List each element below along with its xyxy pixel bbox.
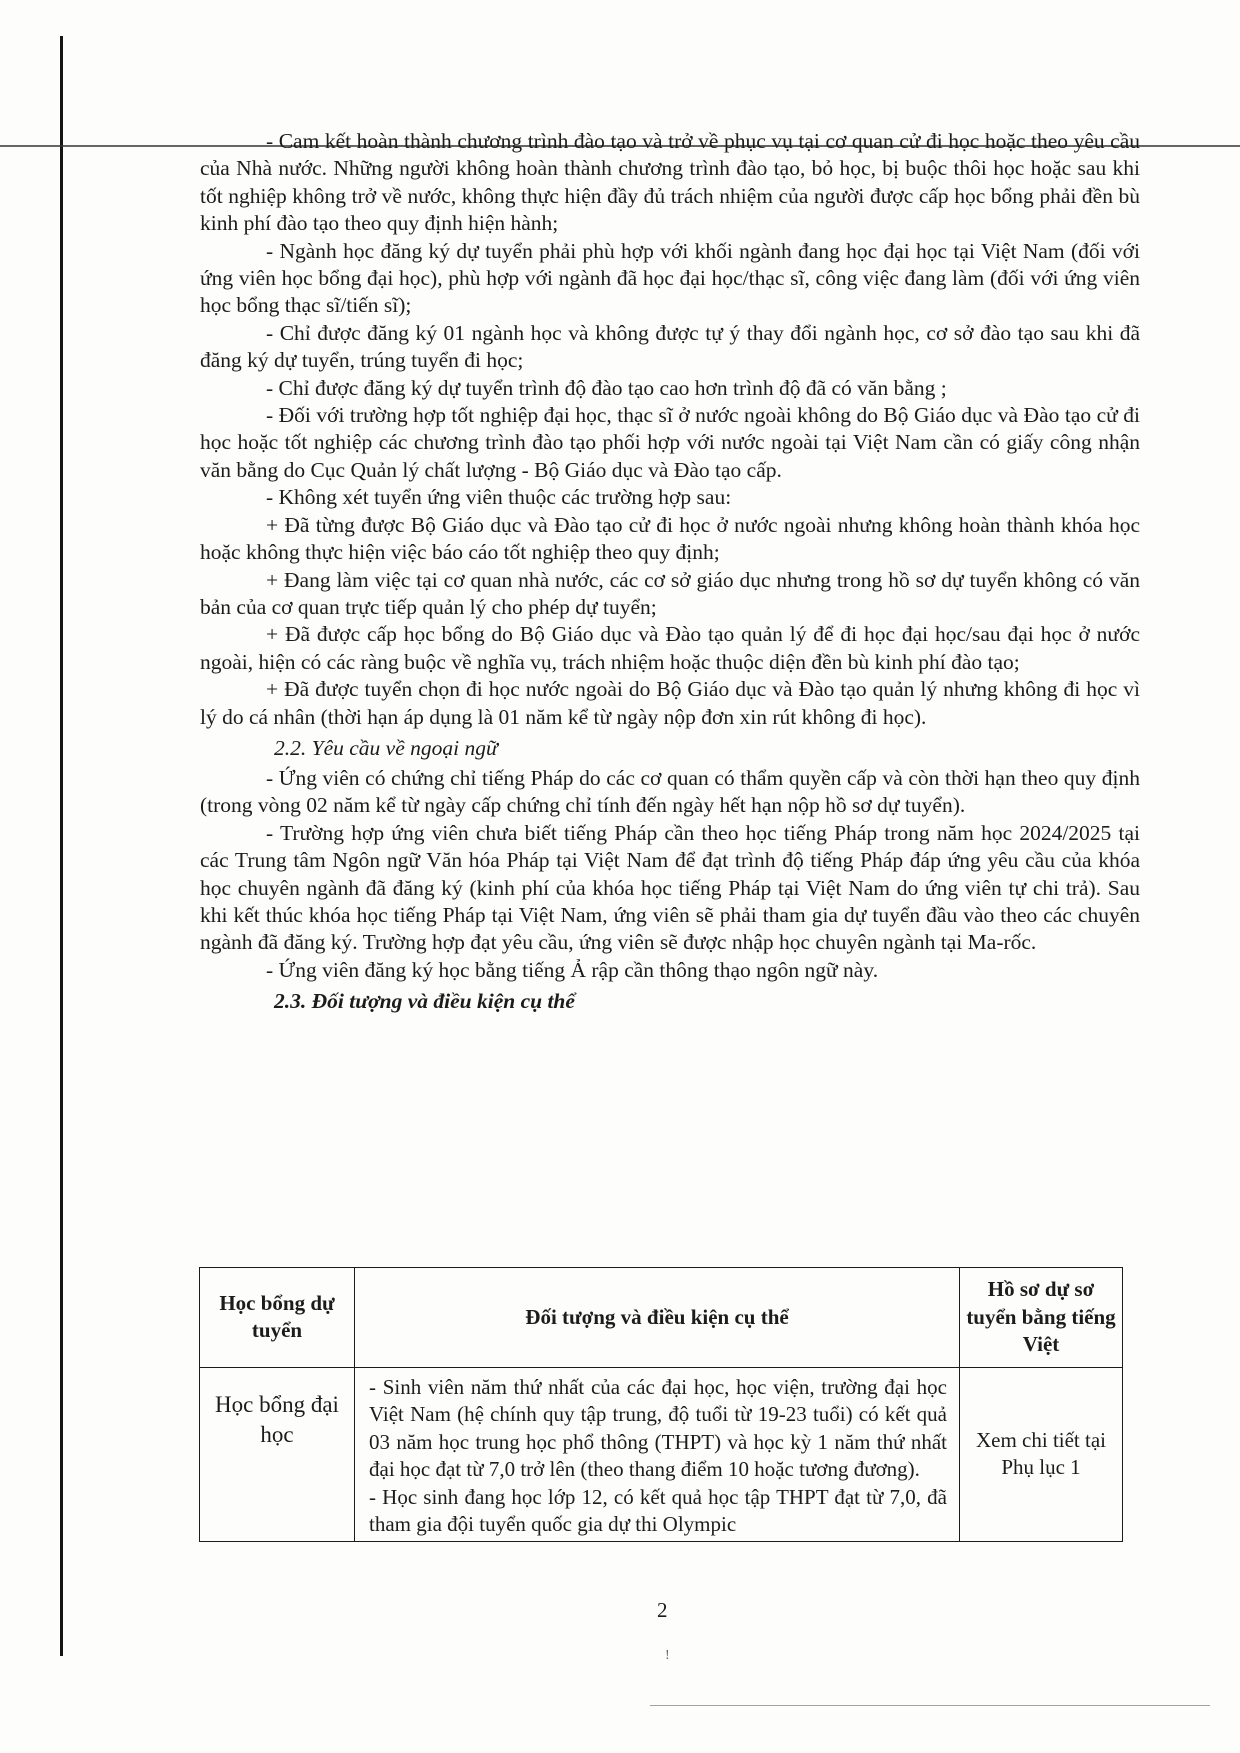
scan-artifact-line-bottom (650, 1705, 1210, 1706)
header-scholarship: Học bổng dự tuyển (200, 1268, 355, 1368)
paragraph: + Đang làm việc tại cơ quan nhà nước, các cơ sở giáo dục nhưng trong hồ sơ dự tuyển không có văn bản của cơ quan trực tiếp quản lý cho phép dự tuyển; (200, 567, 1140, 619)
paragraph: - Cam kết hoàn thành chương trình đào tạo và trở về phục vụ tại cơ quan cử đi học hoặc theo yêu cầu của Nhà nước. Những người không hoàn thành chương trình đào tạo, bỏ học, bị buộc thôi học hoặc sau khi tốt nghiệp không trở về nước, không thực hiện đầy đủ trách nhiệm của người được cấp học bổng phải đền bù kinh phí đào tạo theo quy định hiện hành; (200, 129, 1140, 236)
section-heading-2-3: 2.3. Đối tượng và điều kiện cụ thể (274, 989, 575, 1014)
paragraph: + Đã được tuyển chọn đi học nước ngoài do Bộ Giáo dục và Đào tạo quản lý nhưng không đi học vì lý do cá nhân (thời hạn áp dụng là 01 năm kể từ ngày nộp đơn xin rút không đi học). (200, 677, 1140, 729)
header-conditions: Đối tượng và điều kiện cụ thể (355, 1268, 960, 1368)
criteria-table (199, 1267, 1123, 1542)
cell-scholarship: Học bổng đại học (200, 1367, 355, 1541)
condition-item: - Sinh viên năm thứ nhất của các đại học, học viện, trường đại học Việt Nam (hệ chính quy tập trung, độ tuổi từ 19-23 tuổi) có kết quả 03 năm học trung học phổ thông (THPT) và học kỳ 1 năm thứ nhất đại học đạt từ 7,0 trở lên (theo thang điểm 10 hoặc tương đương). (369, 1374, 947, 1481)
scan-mark: ! (665, 1648, 670, 1663)
cell-conditions (355, 1367, 960, 1541)
language-paragraphs (200, 765, 1140, 984)
paragraph: - Ngành học đăng ký dự tuyển phải phù hợp với khối ngành đang học đại học tại Việt Nam (đối với ứng viên học bổng đại học), phù hợp với ngành đã học đại học/thạc sĩ, công việc đang làm (đối với ứng viên học bổng thạc sĩ/tiến sĩ); (200, 238, 1140, 318)
cell-dossier: Xem chi tiết tại Phụ lục 1 (960, 1367, 1123, 1541)
document-body (200, 128, 1140, 1018)
binder-edge-line (60, 36, 63, 1656)
table-row (200, 1367, 1123, 1541)
header-dossier: Hồ sơ dự sơ tuyển bằng tiếng Việt (960, 1268, 1123, 1368)
page-number: 2 (657, 1598, 668, 1622)
paragraph: - Chỉ được đăng ký dự tuyển trình độ đào tạo cao hơn trình độ đã có văn bằng ; (266, 375, 947, 400)
eligibility-paragraphs (200, 128, 1140, 731)
paragraph: - Đối với trường hợp tốt nghiệp đại học, thạc sĩ ở nước ngoài không do Bộ Giáo dục và Đào tạo cử đi học hoặc tốt nghiệp các chương trình đào tạo phối hợp với nước ngoài tại Việt Nam cần có giấy công nhận văn bằng do Cục Quản lý chất lượng - Bộ Giáo dục và Đào tạo cấp. (200, 403, 1140, 482)
paragraph: - Ứng viên đăng ký học bằng tiếng Ả rập cần thông thạo ngôn ngữ này. (266, 957, 879, 982)
paragraph: + Đã được cấp học bổng do Bộ Giáo dục và Đào tạo quản lý để đi học đại học/sau đại học ở nước ngoài, hiện có các ràng buộc về nghĩa vụ, trách nhiệm hoặc thuộc diện đền bù kinh phí đào tạo; (200, 622, 1140, 674)
paragraph: - Trường hợp ứng viên chưa biết tiếng Pháp cần theo học tiếng Pháp trong năm học 2024/2025 tại các Trung tâm Ngôn ngữ Văn hóa Pháp tại Việt Nam để đạt trình độ tiếng Pháp đáp ứng yêu cầu của khóa học chuyên ngành đã đăng ký (kinh phí của khóa học tiếng Pháp tại Việt Nam do ứng viên tự chi trả). Sau khi kết thúc khóa học tiếng Pháp tại Việt Nam, ứng viên sẽ phải tham gia dự tuyển đầu vào theo các chuyên ngành đã đăng ký. Trường hợp đạt yêu cầu, ứng viên sẽ được nhập học chuyên ngành tại Ma-rốc. (200, 820, 1140, 955)
section-heading-2-2: 2.2. Yêu cầu về ngoại ngữ (274, 735, 498, 760)
table-header-row (200, 1268, 1123, 1368)
paragraph: - Không xét tuyển ứng viên thuộc các trường hợp sau: (266, 485, 732, 510)
paragraph: - Chỉ được đăng ký 01 ngành học và không được tự ý thay đổi ngành học, cơ sở đào tạo sau khi đã đăng ký dự tuyển, trúng tuyển đi học; (200, 320, 1140, 373)
condition-item: - Học sinh đang học lớp 12, có kết quả học tập THPT đạt từ 7,0, đã tham gia đội tuyển quốc gia dự thi Olympic (369, 1484, 947, 1536)
paragraph: - Ứng viên có chứng chỉ tiếng Pháp do các cơ quan có thẩm quyền cấp và còn thời hạn theo quy định (trong vòng 02 năm kể từ ngày cấp chứng chỉ tính đến ngày hết hạn nộp hồ sơ dự tuyển). (200, 765, 1140, 818)
paragraph: + Đã từng được Bộ Giáo dục và Đào tạo cử đi học ở nước ngoài nhưng không hoàn thành khóa học hoặc không thực hiện việc báo cáo tốt nghiệp theo quy định; (200, 512, 1140, 565)
